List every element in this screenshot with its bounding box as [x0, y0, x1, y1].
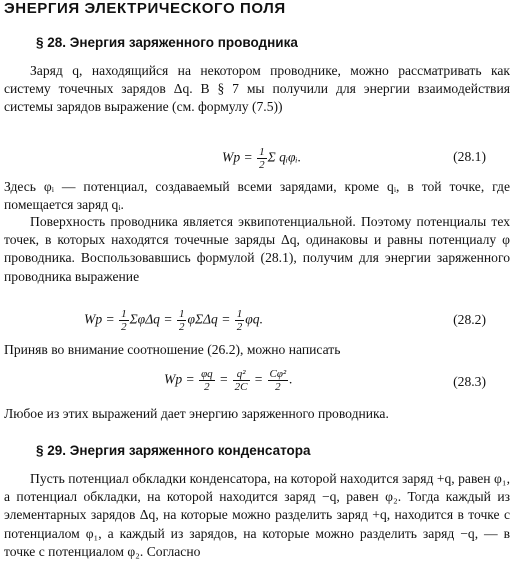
eq-28-1-fraction: $\frac{1}{2}$ [259, 146, 265, 171]
equation-28-2: Wp = $\frac{1}{2}$ ΣφΔq = $\frac{1}{2}$ φΣΔq = $\frac{1}{2}$ φq. (28.2) [84, 308, 486, 333]
section-28-paragraph-5: Любое из этих выражений дает энергию заряженного проводника. [4, 406, 389, 421]
section-28-paragraph-2: Здесь φᵢ — потенциал, создаваемый всеми зарядами, кроме qᵢ, в той точке, где помещается заряд qᵢ. [4, 179, 510, 213]
chapter-title: ЭНЕРГИЯ ЭЛЕКТРИЧЕСКОГО ПОЛЯ [4, 0, 286, 17]
eq-28-2-fraction-1: $\frac{1}{2}$ [121, 308, 127, 333]
eq-28-1-rhs: Σ qᵢφᵢ. [267, 149, 302, 165]
eq-28-1-lhs: Wp = [222, 149, 257, 165]
section-28-paragraph-4: Приняв во внимание соотношение (26.2), можно написать [4, 342, 341, 357]
eq-28-2-fraction-2: $\frac{1}{2}$ [178, 308, 185, 333]
eq-28-3-fraction-3: $\frac{\text{Cφ²}}{2}$ [269, 368, 287, 393]
equation-28-3: Wp = $\frac{\varphi q}{2}$ = $\frac{\text{q²}}{2C}$ = $\frac{\text{Cφ²}}{2}$ . (28.3) [164, 368, 486, 393]
equation-28-1 [4, 140, 510, 170]
section-28-paragraph-1: Заряд q, находящийся на некотором проводнике, можно рассматривать как систему точечных зарядов Δq. В § 7 мы получили для энергии взаимодействия системы зарядов выражение (см. формулу (7.5)) [4, 63, 510, 115]
section-29-heading: § 29. Энергия заряженного конденсатора [36, 443, 311, 458]
equation-number-28-3: (28.3) [453, 374, 486, 389]
eq-28-3-fraction-2: $\frac{\text{q²}}{2C}$ [234, 368, 248, 393]
section-28-paragraph-3: Поверхность проводника является эквипотенциальной. Поэтому потенциалы тех точек, в которых находятся точечные заряды Δq, одинаковы и равны потенциалу φ проводника. Воспользовавшись формулой (28.1), получим для энергии заряженного проводника выражение [4, 214, 510, 284]
section-28-heading: § 28. Энергия заряженного проводника [36, 35, 298, 50]
equation-number-28-1: (28.1) [453, 149, 486, 164]
eq-28-3-fraction-1: $\frac{\varphi q}{2}$ [201, 368, 213, 393]
eq-28-2-fraction-3: $\frac{1}{2}$ [236, 308, 243, 333]
equation-number-28-2: (28.2) [453, 312, 486, 327]
section-29-paragraph-1: Пусть потенциал обкладки конденсатора, на которой находится заряд +q, равен φ₁, а потенциал обкладки, на которой находится заряд −q, равен φ₂. Тогда каждый из элементарных зарядов Δq, на которые можно разделить заряд +q, находится в точке с потенциалом φ₁, а каждый из зарядов, на которые можно разделить заряд −q, — в точке с потенциалом φ₂. Согласно [4, 471, 510, 559]
